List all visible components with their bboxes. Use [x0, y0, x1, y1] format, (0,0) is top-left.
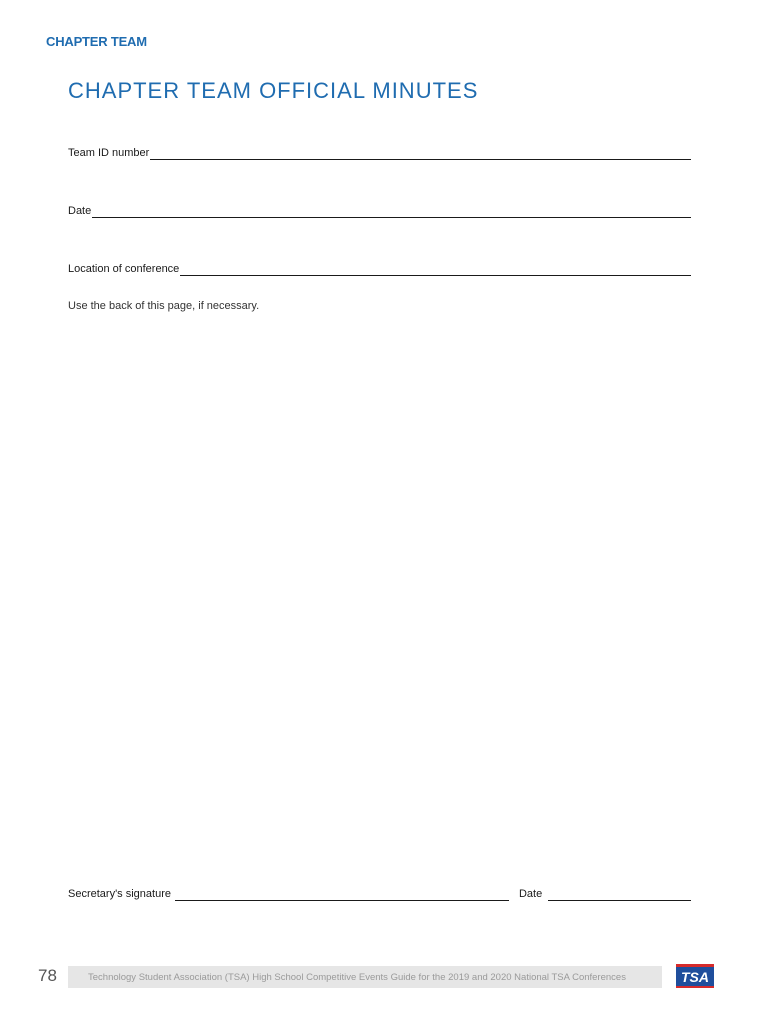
- date-label: Date: [68, 205, 92, 217]
- instruction-note: Use the back of this page, if necessary.: [68, 300, 260, 312]
- location-label: Location of conference: [68, 263, 180, 275]
- date-line[interactable]: [92, 206, 691, 218]
- footer-bar: [68, 966, 662, 988]
- signature-date-line[interactable]: [548, 889, 691, 901]
- location-field[interactable]: [68, 262, 691, 276]
- secretary-signature-line[interactable]: [175, 889, 509, 901]
- team-id-line[interactable]: [150, 148, 691, 160]
- date-field[interactable]: [68, 204, 691, 218]
- location-line[interactable]: [180, 264, 691, 276]
- tsa-logo-text: TSA: [681, 969, 709, 985]
- team-id-field[interactable]: [68, 146, 691, 160]
- secretary-signature-label: Secretary's signature: [68, 888, 171, 900]
- section-label: CHAPTER TEAM: [46, 34, 147, 49]
- signature-row[interactable]: [68, 887, 691, 901]
- signature-date-label: Date: [518, 888, 543, 900]
- page-title: CHAPTER TEAM OFFICIAL MINUTES: [68, 78, 479, 103]
- tsa-logo-icon: [676, 964, 714, 990]
- team-id-label: Team ID number: [68, 147, 150, 159]
- footer-text: Technology Student Association (TSA) High School Competitive Events Guide for the 2019 and 2020 National TSA Conferences: [88, 971, 626, 983]
- page-number: 78: [38, 966, 57, 985]
